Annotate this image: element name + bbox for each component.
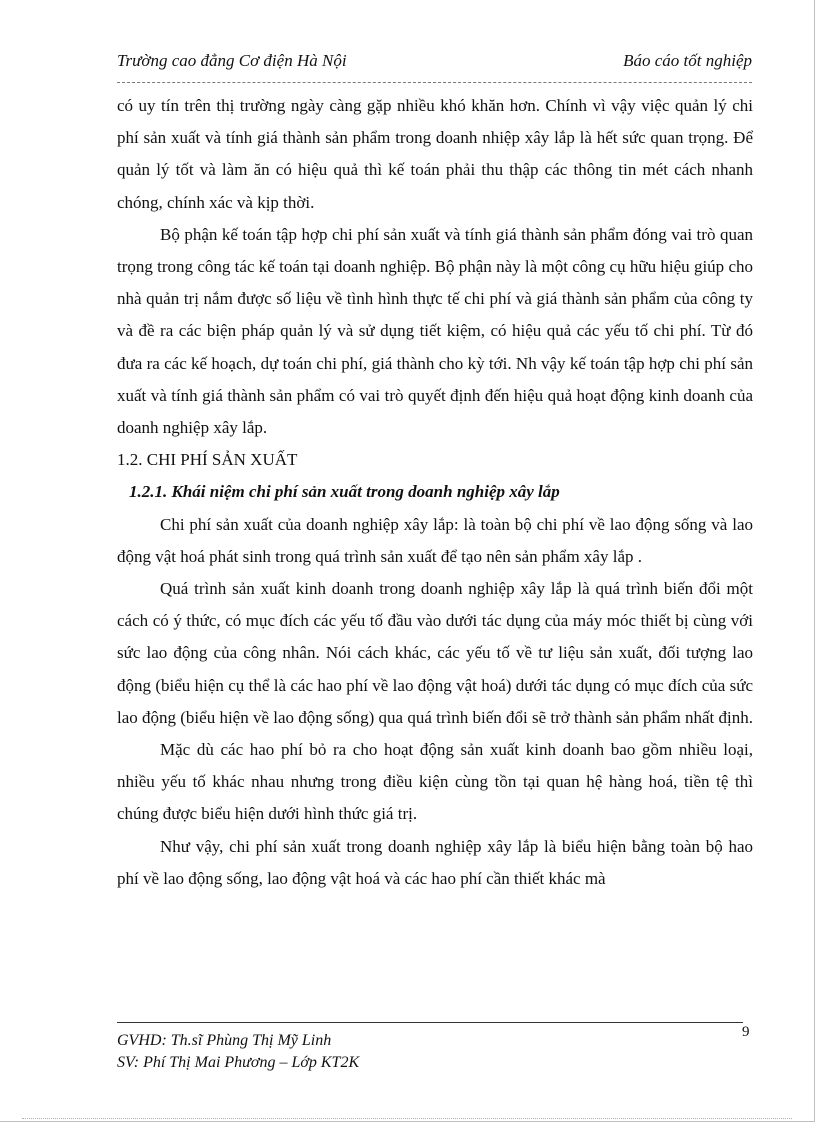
paragraph-5: Mặc dù các hao phí bỏ ra cho hoạt động sản xuất kinh doanh bao gồm nhiều loại, nhiều yếu tố khác nhau nhưng trong điều kiện cùng tồn tại quan hệ hàng hoá, tiền tệ thì chúng được biểu hiện dưới hình thức giá trị. [117,740,753,824]
paragraph-6: Như vậy, chi phí sản xuất trong doanh nghiệp xây lắp là biểu hiện bằng toàn bộ hao phí về lao động sống, lao động vật hoá và các hao phí cần thiết khác mà [117,836,753,888]
section-heading: 1.2. CHI PHÍ SẢN XUẤT [117,450,298,470]
paragraph-2: Bộ phận kế toán tập hợp chi phí sản xuất và tính giá thành sản phẩm đóng vai trò quan trọng trong công tác kế toán tại doanh nghiệp. Bộ phận này là một công cụ hữu hiệu giúp cho nhà quản trị nắm được số liệu về tình hình thực tế chi phí và giá thành sản phẩm của công ty và đề ra các biện pháp quản lý và sử dụng tiết kiệm, có hiệu quả các yếu tố chi phí. Từ đó đưa ra các kế hoạch, dự toán chi phí, giá thành cho kỳ tới. Nh vậy kế toán tập hợp chi phí sản xuất và tính giá thành sản phẩm có vai trò quyết định đến hiệu quả hoạt động kinh doanh của doanh nghiệp xây lắp. [117,224,753,438]
paragraph-1: có uy tín trên thị trường ngày càng gặp nhiều khó khăn hơn. Chính vì vậy việc quản lý chi phí sản xuất và tính giá thành sản phẩm trong doanh nhiệp xây lắp là hết sức quan trọng. Để quản lý tốt và làm ăn có hiệu quả thì kế toán phải thu thập các thông tin mét cách nhanh chóng, chính xác và kịp thời. [117,96,753,212]
header-report-title: Báo cáo tốt nghiệp [623,51,752,70]
page-header [117,51,752,75]
subsection-heading: 1.2.1. Khái niệm chi phí sản xuất trong doanh nghiệp xây lắp [129,482,560,502]
header-divider [117,82,752,83]
footer-divider [117,1022,743,1023]
document-body [117,90,753,895]
header-school: Trường cao đẳng Cơ điện Hà Nội [117,51,347,70]
paragraph-3: Chi phí sản xuất của doanh nghiệp xây lắp: là toàn bộ chi phí về lao động sống và lao động vật hoá phát sinh trong quá trình sản xuất để tạo nên sản phẩm xây lắp . [117,514,753,566]
bottom-page-edge [22,1118,792,1119]
paragraph-4: Quá trình sản xuất kinh doanh trong doanh nghiệp xây lắp là quá trình biến đổi một cách có ý thức, có mục đích các yếu tố đầu vào dưới tác dụng của máy móc thiết bị cùng với sức lao động của công nhân. Nói cách khác, các yếu tố về tư liệu sản xuất, đối tượng lao động (biểu hiện cụ thể là các hao phí về lao động vật hoá) dưới tác dụng có mục đích của sức lao động (biểu hiện về lao động sống) qua quá trình biến đổi sẽ trở thành sản phẩm nhất định. [117,579,753,727]
footer-supervisor: GVHD: Th.sĩ Phùng Thị Mỹ Linh [117,1032,332,1049]
page-footer [117,1030,359,1074]
page-number: 9 [742,1024,750,1040]
footer-student: SV: Phí Thị Mai Phương – Lớp KT2K [117,1054,360,1071]
